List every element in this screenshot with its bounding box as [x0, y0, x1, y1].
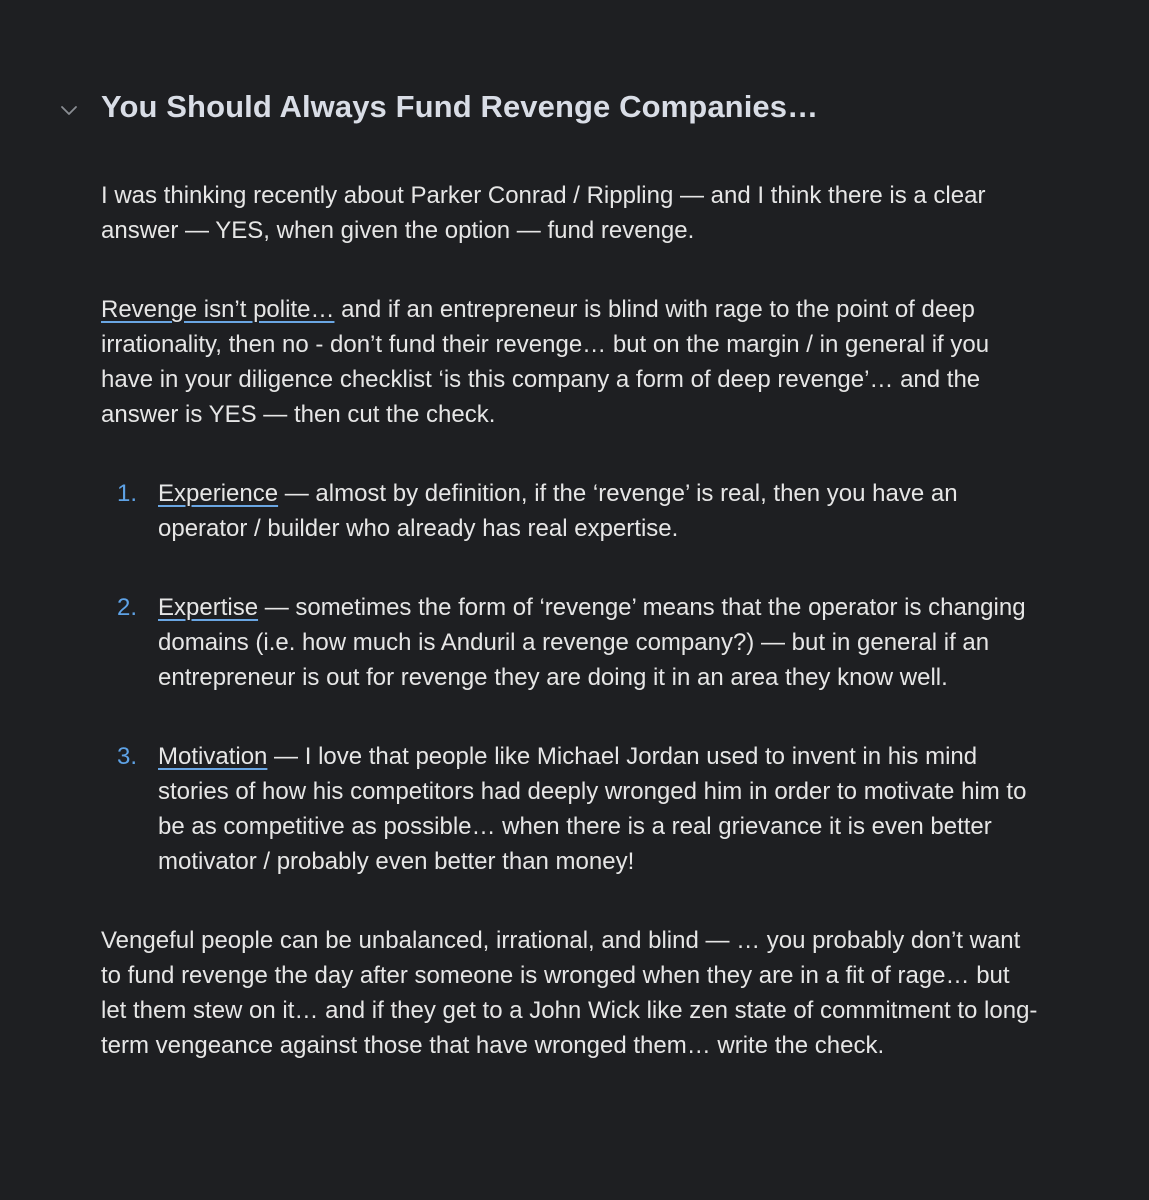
reasons-list [101, 476, 1041, 879]
list-item-text: — sometimes the form of ‘revenge’ means that the operator is changing domains (i.e. how much is Anduril a revenge company?) — but in general if an entrepreneur is out for revenge they are doing it in an area they know well. [158, 594, 1026, 691]
page-title: You Should Always Fund Revenge Companies… [101, 89, 819, 124]
expertise-link[interactable]: Expertise [158, 594, 259, 621]
list-number: 3. [117, 743, 138, 770]
list-item-text: — I love that people like Michael Jordan used to invent in his mind stories of how his competitors had deeply wronged him in order to motivate him to be as competitive as possible… when there is a real grievance it is even better motivator / probably even better than money! [158, 743, 1027, 875]
revenge-polite-link[interactable]: Revenge isn’t polite… [101, 296, 335, 323]
experience-link[interactable]: Experience [158, 480, 279, 507]
paragraph-conclusion: Vengeful people can be unbalanced, irrational, and blind — … you probably don’t want to fund revenge the day after someone is wronged when they are in a fit of rage… but let them stew on it… and if they get to a John Wick like zen state of commitment to long-term vengeance against those that have wronged them… write the check. [101, 927, 1038, 1059]
paragraph-revenge-polite [101, 292, 1041, 432]
document-body [101, 178, 1041, 1063]
list-number: 1. [117, 480, 138, 507]
chevron-down-icon[interactable] [58, 103, 80, 119]
list-number: 2. [117, 594, 138, 621]
paragraph-revenge-polite-text: and if an entrepreneur is blind with rage to the point of deep irrationality, then no - don’t fund their revenge… but on the margin / in general if you have in your diligence checklist ‘is this company a form of deep revenge’… and the answer is YES — then cut the check. [101, 296, 990, 428]
list-item [101, 739, 1041, 879]
list-item [101, 590, 1041, 695]
motivation-link[interactable]: Motivation [158, 743, 268, 770]
paragraph-intro: I was thinking recently about Parker Conrad / Rippling — and I think there is a clear answer — YES, when given the option — fund revenge. [101, 182, 986, 244]
list-item-text: — almost by definition, if the ‘revenge’ is real, then you have an operator / builder who already has real expertise. [158, 480, 958, 542]
list-item [101, 476, 1041, 546]
